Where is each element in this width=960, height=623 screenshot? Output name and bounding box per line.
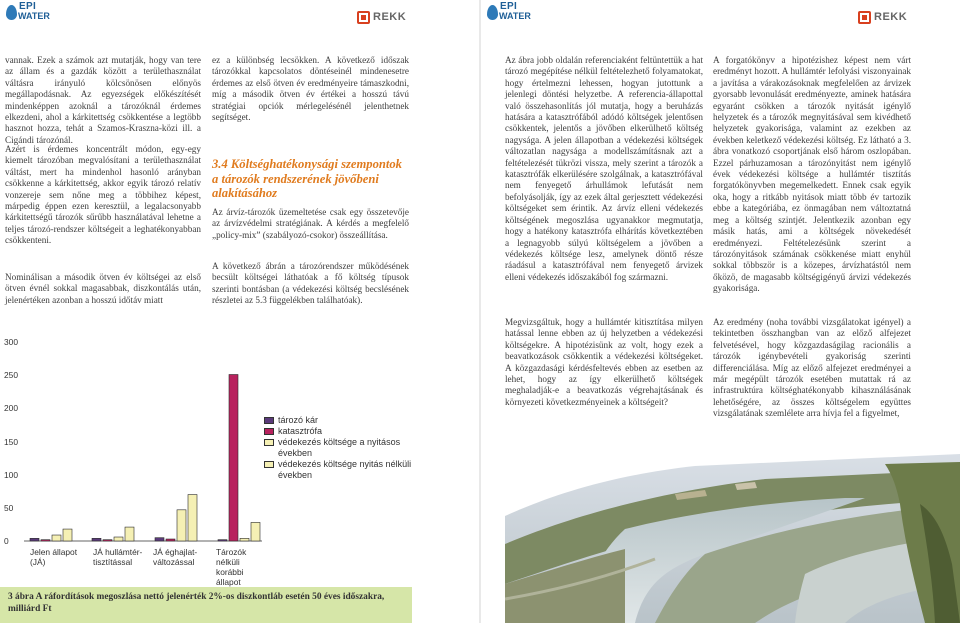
x-category-label: JÁ hullámtér-tisztítással xyxy=(93,547,143,567)
bar-2-3 xyxy=(114,537,123,541)
col1-paragraph-1: vannak. Ezek a számok azt mutatják, hogy van tere az állam és a gazdák között a területhasználat váltásra irányuló kölcsönösen előnyös megállapodásnak. Az egyezségek előkészítését mindenképpen azoknál a tározóknál érdemes elkezdeni, ahol a kárkitettség csökkentése a legtöbb hasznot hozza, tehát a Szamos-Kraszna-közi ill. a Cigándi tározónál. xyxy=(5,55,201,145)
y-tick-label: 50 xyxy=(4,502,14,513)
col3-paragraph-1: Az ábra jobb oldalán referenciaként feltüntettük a hat tározó megépítése nélkül feltételezhető folyamatokat, hogy értelmezni lehessen, hogyan jutottunk a jelenlegi döntési helyzetbe. A referencia-állapottal való összehasonlítás jól mutatja, hogy a beruházás hatására a katasztrófából adódó költségek jelentősen csökkentek, jelentős a jövőben elkerülhető költség nagysága. A jelen állapotban a védekezési költségek változatlan nagysága a modellszámításnak azt a feltételezését tükrözi vissza, mely szerint a tározók a katasztrófák elkerülésére szolgálnak, a katasztrófával nem fenyegető árhullámok lefutását nem befolyásolják, így az ezek által gerjesztett védekezési költségeket sem érintik. Az árvíz elleni védekezés költségének megoszlása ugyanakkor megmutatja, hogy a hatékony katasztrófa elhárítás következtében a legnagyobb súlyú költségelem a jövőben a védekezés költsége lesz, amelynek döntő része ráadásul a katasztrófával nem fenyegető árvizek elleni védekezés időszakából fog származni. xyxy=(505,55,703,282)
logo-text-bottom: WATER xyxy=(18,11,50,21)
legend-item xyxy=(264,459,414,481)
y-tick-label: 100 xyxy=(4,469,18,480)
legend-item xyxy=(264,426,414,437)
rekk-logo-text: REKK xyxy=(373,11,407,23)
x-category-label: Tározók nélküli korábbi állapot xyxy=(216,547,247,587)
y-tick-label: 300 xyxy=(4,337,18,347)
y-tick-label: 0 xyxy=(4,536,9,546)
y-tick-label: 250 xyxy=(4,370,18,381)
logo-text-top: EPI xyxy=(19,1,37,12)
section-heading: 3.4 Költséghatékonysági szempontok a tározók rendszerének jövőbeni alakításához xyxy=(212,157,402,200)
water-drop-icon xyxy=(487,5,498,20)
rekk-mark-icon xyxy=(858,11,871,24)
y-tick-label: 200 xyxy=(4,403,18,414)
bar-1-2 xyxy=(41,540,50,541)
logo-text-bottom: WATER xyxy=(499,11,531,21)
bar-2-1 xyxy=(92,538,101,541)
col3-paragraph-2: Megvizsgáltuk, hogy a hullámtér kitisztítása milyen hatással lenne ebben az új helyzetben a védekezési költségekre. A hipotézisünk az volt, hogy ezek a beavatkozások csökkentik a védekezési költségeket. A közgazdasági kérdésfeltevés ebben az esetben az lehet, hogy az így elkerülhető költségek meghaladják-e a beavatkozás végrehajtásának és környezeti következményeinek a költségeit? xyxy=(505,317,703,407)
legend-item xyxy=(264,415,414,426)
col4-paragraph-1: A forgatókönyv a hipotézishez képest nem várt eredményt hozott. A hullámtér lefolyási viszonyainak a javítása a várakozásoknak megfelelően az árvizek gyorsabb levonulását eredményezte, aminek hatására egyaránt csökken a tározók nyitását igénylő helyzetek és a tározók megnyitásával sem kivédhető helyzetek gyakorisága, valamint az ezekben az években keletkező védekezési költség. Ez látható a 3. ábra vonatkozó csoportjának első három oszlopában. Ezzel párhuzamosan a tározónyitást nem igénylő évek védekezési költsége a hullámtér tisztítás forgatókönyvben megemelkedett. Ennek csak egyik oka, hogy a ritkább nyitások miatt több év tartozik ebbe a kategóriába, ez önmagában nem változtatná meg a költség szintjét. Jelentkezik azonban egy másik hatás, ami a költségek növekedését eredményezi. Feltételezésünk szerint a tározónyitások számának csökkenése miatt enyhül sokkal többször is a közepes, árvízhatástól nem őközö, de magasabb költségigényű árvizi védekezés gyakorisága. xyxy=(713,55,911,294)
rekk-logo xyxy=(357,8,406,26)
legend-swatch xyxy=(264,417,274,424)
col1-paragraph-2: Azért is érdemes koncentrált módon, egy-egy kiemelt tározóban megvalósítani a területhasználat váltást, mert ha mindenhol hasonló arányban csökkenne a kárkitettség, akkor egyik tározó relatív vonzereje sem nőne meg a többihez képest, márpedig éppen ezen keresztül, a legalacsonyabb kárkitettségű tározók sűrűbb használatával lehetne a teljes tározó-rendszer költségeit a leghatékonyabban csökkenteni. xyxy=(5,144,201,246)
legend-label: védekezés költsége a nyitásos években xyxy=(278,437,401,458)
bar-2-4 xyxy=(125,527,134,541)
legend-label: tározó kár xyxy=(278,415,319,425)
rekk-logo-right xyxy=(858,8,907,26)
col2-paragraph-3: A következő ábrán a tározórendszer működésének becsült költségei láthatóak a fő költség típusok szerinti bontásban (a védekezési költség becslésének részletei az 5.3 függelékben találhatóak). xyxy=(212,261,409,306)
epi-water-logo-right xyxy=(485,1,533,33)
legend-swatch xyxy=(264,428,274,435)
bar-3-2 xyxy=(166,539,175,541)
x-category-label: Jelen állapot (JÁ) xyxy=(30,547,78,567)
aerial-flood-photo xyxy=(505,424,960,623)
bar-4-4 xyxy=(251,522,260,541)
page-divider xyxy=(479,0,481,623)
bar-1-3 xyxy=(52,535,61,541)
bar-4-3 xyxy=(240,538,249,541)
bar-3-1 xyxy=(155,538,164,541)
figure-caption: 3 ábra A ráfordítások megoszlása nettó jelenérték 2%-os diszkontláb esetén 50 éves időszakra, milliárd Ft xyxy=(0,587,412,623)
legend-swatch xyxy=(264,439,274,446)
logo-text-top: EPI xyxy=(500,1,518,12)
col2-paragraph-1: ez a különbség lecsökken. A következő időszak tározókkal kapcsolatos döntéseinél mindenesetre érdemes az első ötven év eredményeire támaszkodni, míg a második ötven év értékei a hosszú távú stratégiai opciók mérlegelésénél jelenthetnek segítséget. xyxy=(212,55,409,123)
bar-1-1 xyxy=(30,538,39,541)
epi-water-logo xyxy=(4,1,52,33)
legend-label: védekezés költsége nyitás nélküli években xyxy=(278,459,412,480)
col1-paragraph-3: Nominálisan a második ötven év költségei az első ötven évnél sokkal magasabbak, diszkontálás után, jelenértéken azonban a hosszú időtáv miatt xyxy=(5,272,201,305)
legend-item xyxy=(264,437,414,459)
legend-label: katasztrófa xyxy=(278,426,323,436)
col2-paragraph-2: Az árvíz-tározók üzemeltetése csak egy összetevője az árvízvédelmi stratégiának. A kérdés a megfelelő „policy-mix” (szabályozó-csokor) összeállítása. xyxy=(212,207,409,240)
bar-1-4 xyxy=(63,529,72,541)
legend-swatch xyxy=(264,461,274,468)
water-drop-icon xyxy=(6,5,17,20)
chart-legend xyxy=(264,415,414,481)
y-tick-label: 150 xyxy=(4,436,18,447)
rekk-logo-text: REKK xyxy=(874,11,908,23)
col4-paragraph-2: Az eredmény (noha további vizsgálatokat igényel) a tekintetben összhangban van az előző alfejezet felvetésével, hogy közgazdaságilag racionális a tározók igénybevételi gyakoriság szerinti differenciálása. Míg az előző alfejezet eredményei a már megépült tározók esetében mutattak rá az infrastruktúra költséghatékonyabb kihasználásának lehetőségére, az összes költségelem együttes vizsgálatának szemlélete arra hívja fel a figyelmet, xyxy=(713,317,911,419)
x-category-label: JÁ éghajlat-változással xyxy=(153,547,198,567)
bar-4-1 xyxy=(218,540,227,541)
bar-3-4 xyxy=(188,495,197,541)
bar-3-3 xyxy=(177,510,186,541)
bar-4-2 xyxy=(229,375,238,541)
bar-2-2 xyxy=(103,540,112,541)
rekk-mark-icon xyxy=(357,11,370,24)
